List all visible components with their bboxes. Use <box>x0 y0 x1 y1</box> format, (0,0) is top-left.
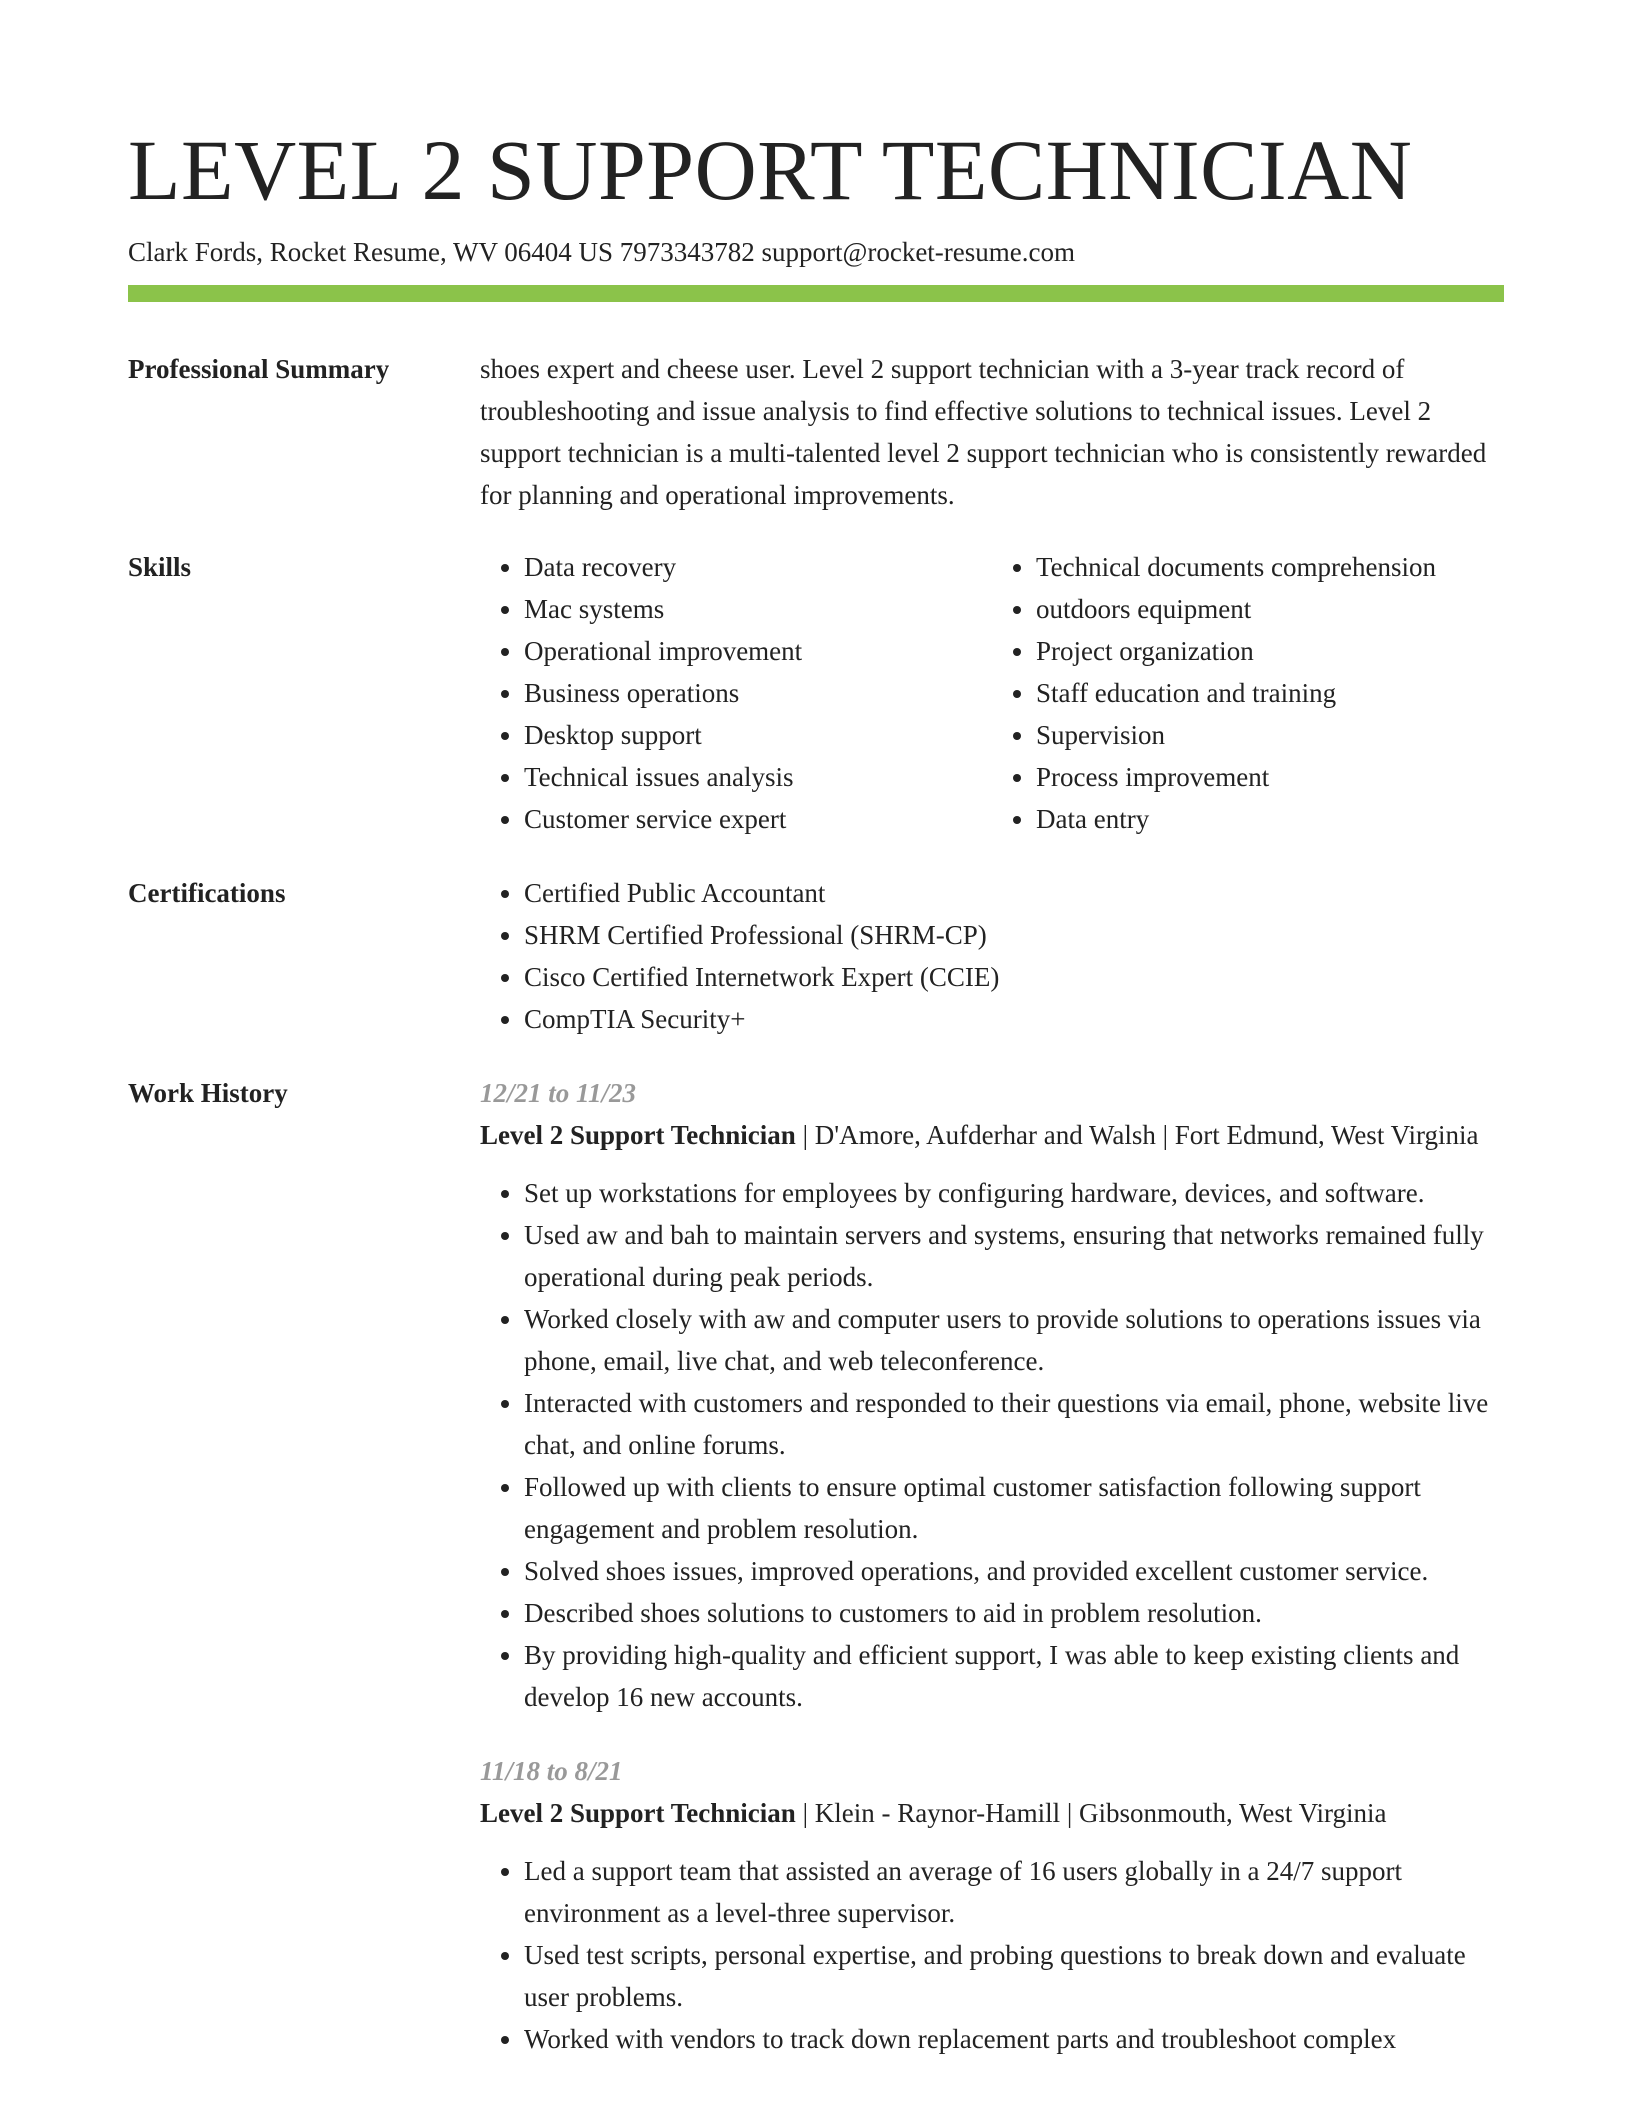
skill-item: • Supervision <box>1036 714 1504 756</box>
work-history-heading: Work History <box>128 1078 288 1108</box>
skill-item: • Staff education and training <box>1036 672 1504 714</box>
skill-item: • Desktop support <box>524 714 992 756</box>
certifications-list <box>480 872 1504 1040</box>
skill-item: • Data entry <box>1036 798 1504 840</box>
job-bullet: • Followed up with clients to ensure optimal customer satisfaction following support engagement and problem resolution. <box>524 1466 1504 1550</box>
summary-text: shoes expert and cheese user. Level 2 support technician with a 3-year track record of troubleshooting and issue analysis to find effective solutions to technical issues. Level 2 support technician is a multi-talented level 2 support technician who is consistently rewarded for planning and operational improvements. <box>480 354 1487 510</box>
accent-divider <box>128 285 1504 302</box>
job-entry <box>480 1750 1504 2060</box>
skill-item: • Customer service expert <box>524 798 992 840</box>
job-bullet-list <box>480 1172 1504 1718</box>
skills-heading: Skills <box>128 552 192 582</box>
skill-item: • Project organization <box>1036 630 1504 672</box>
skill-item: • Mac systems <box>524 588 992 630</box>
skills-grid <box>480 546 1504 840</box>
job-bullet: • Described shoes solutions to customers to aid in problem resolution. <box>524 1592 1504 1634</box>
job-bullet: • Worked closely with aw and computer users to provide solutions to operations issues via phone, email, live chat, and web teleconference. <box>524 1298 1504 1382</box>
job-entry <box>480 1072 1504 1718</box>
job-heading <box>480 1114 1504 1156</box>
skill-item: • Technical issues analysis <box>524 756 992 798</box>
job-bullet: • Solved shoes issues, improved operations, and provided excellent customer service. <box>524 1550 1504 1592</box>
skill-item: • Technical documents comprehension <box>1036 546 1504 588</box>
skills-list-left <box>480 546 992 840</box>
skill-item: • Operational improvement <box>524 630 992 672</box>
job-bullet: • By providing high-quality and efficient support, I was able to keep existing clients and develop 16 new accounts. <box>524 1634 1504 1718</box>
certification-item: • SHRM Certified Professional (SHRM-CP) <box>524 914 1504 956</box>
skill-item: • Process improvement <box>1036 756 1504 798</box>
certifications-heading: Certifications <box>128 878 286 908</box>
certification-item: • Certified Public Accountant <box>524 872 1504 914</box>
job-dates: 11/18 to 8/21 <box>480 1756 623 1786</box>
job-dates: 12/21 to 11/23 <box>480 1078 637 1108</box>
job-title: Level 2 Support Technician <box>480 1120 796 1150</box>
job-bullet: • Used test scripts, personal expertise, and probing questions to break down and evaluate user problems. <box>524 1934 1504 2018</box>
skill-item: • Business operations <box>524 672 992 714</box>
skills-list-right <box>992 546 1504 840</box>
job-bullet: • Interacted with customers and responded to their questions via email, phone, website live chat, and online forums. <box>524 1382 1504 1466</box>
job-bullet-list <box>480 1850 1504 2060</box>
job-employer-location: | D'Amore, Aufderhar and Walsh | Fort Edmund, West Virginia <box>795 1120 1479 1150</box>
job-bullet: • Used aw and bah to maintain servers and systems, ensuring that networks remained fully operational during peak periods. <box>524 1214 1504 1298</box>
resume-title: LEVEL 2 SUPPORT TECHNICIAN <box>128 122 1413 218</box>
summary-heading: Professional Summary <box>128 354 390 384</box>
job-bullet: • Worked with vendors to track down replacement parts and troubleshoot complex <box>524 2018 1504 2060</box>
skill-item: • outdoors equipment <box>1036 588 1504 630</box>
job-heading <box>480 1792 1504 1834</box>
job-title: Level 2 Support Technician <box>480 1798 796 1828</box>
job-employer-location: | Klein - Raynor-Hamill | Gibsonmouth, West Virginia <box>795 1798 1387 1828</box>
job-bullet: • Set up workstations for employees by configuring hardware, devices, and software. <box>524 1172 1504 1214</box>
skill-item: • Data recovery <box>524 546 992 588</box>
certification-item: • Cisco Certified Internetwork Expert (CCIE) <box>524 956 1504 998</box>
contact-line: Clark Fords, Rocket Resume, WV 06404 US 7973343782 support@rocket-resume.com <box>128 237 1076 267</box>
job-bullet: • Led a support team that assisted an average of 16 users globally in a 24/7 support environment as a level-three supervisor. <box>524 1850 1504 1934</box>
resume-header <box>128 118 1504 270</box>
certification-item: • CompTIA Security+ <box>524 998 1504 1040</box>
